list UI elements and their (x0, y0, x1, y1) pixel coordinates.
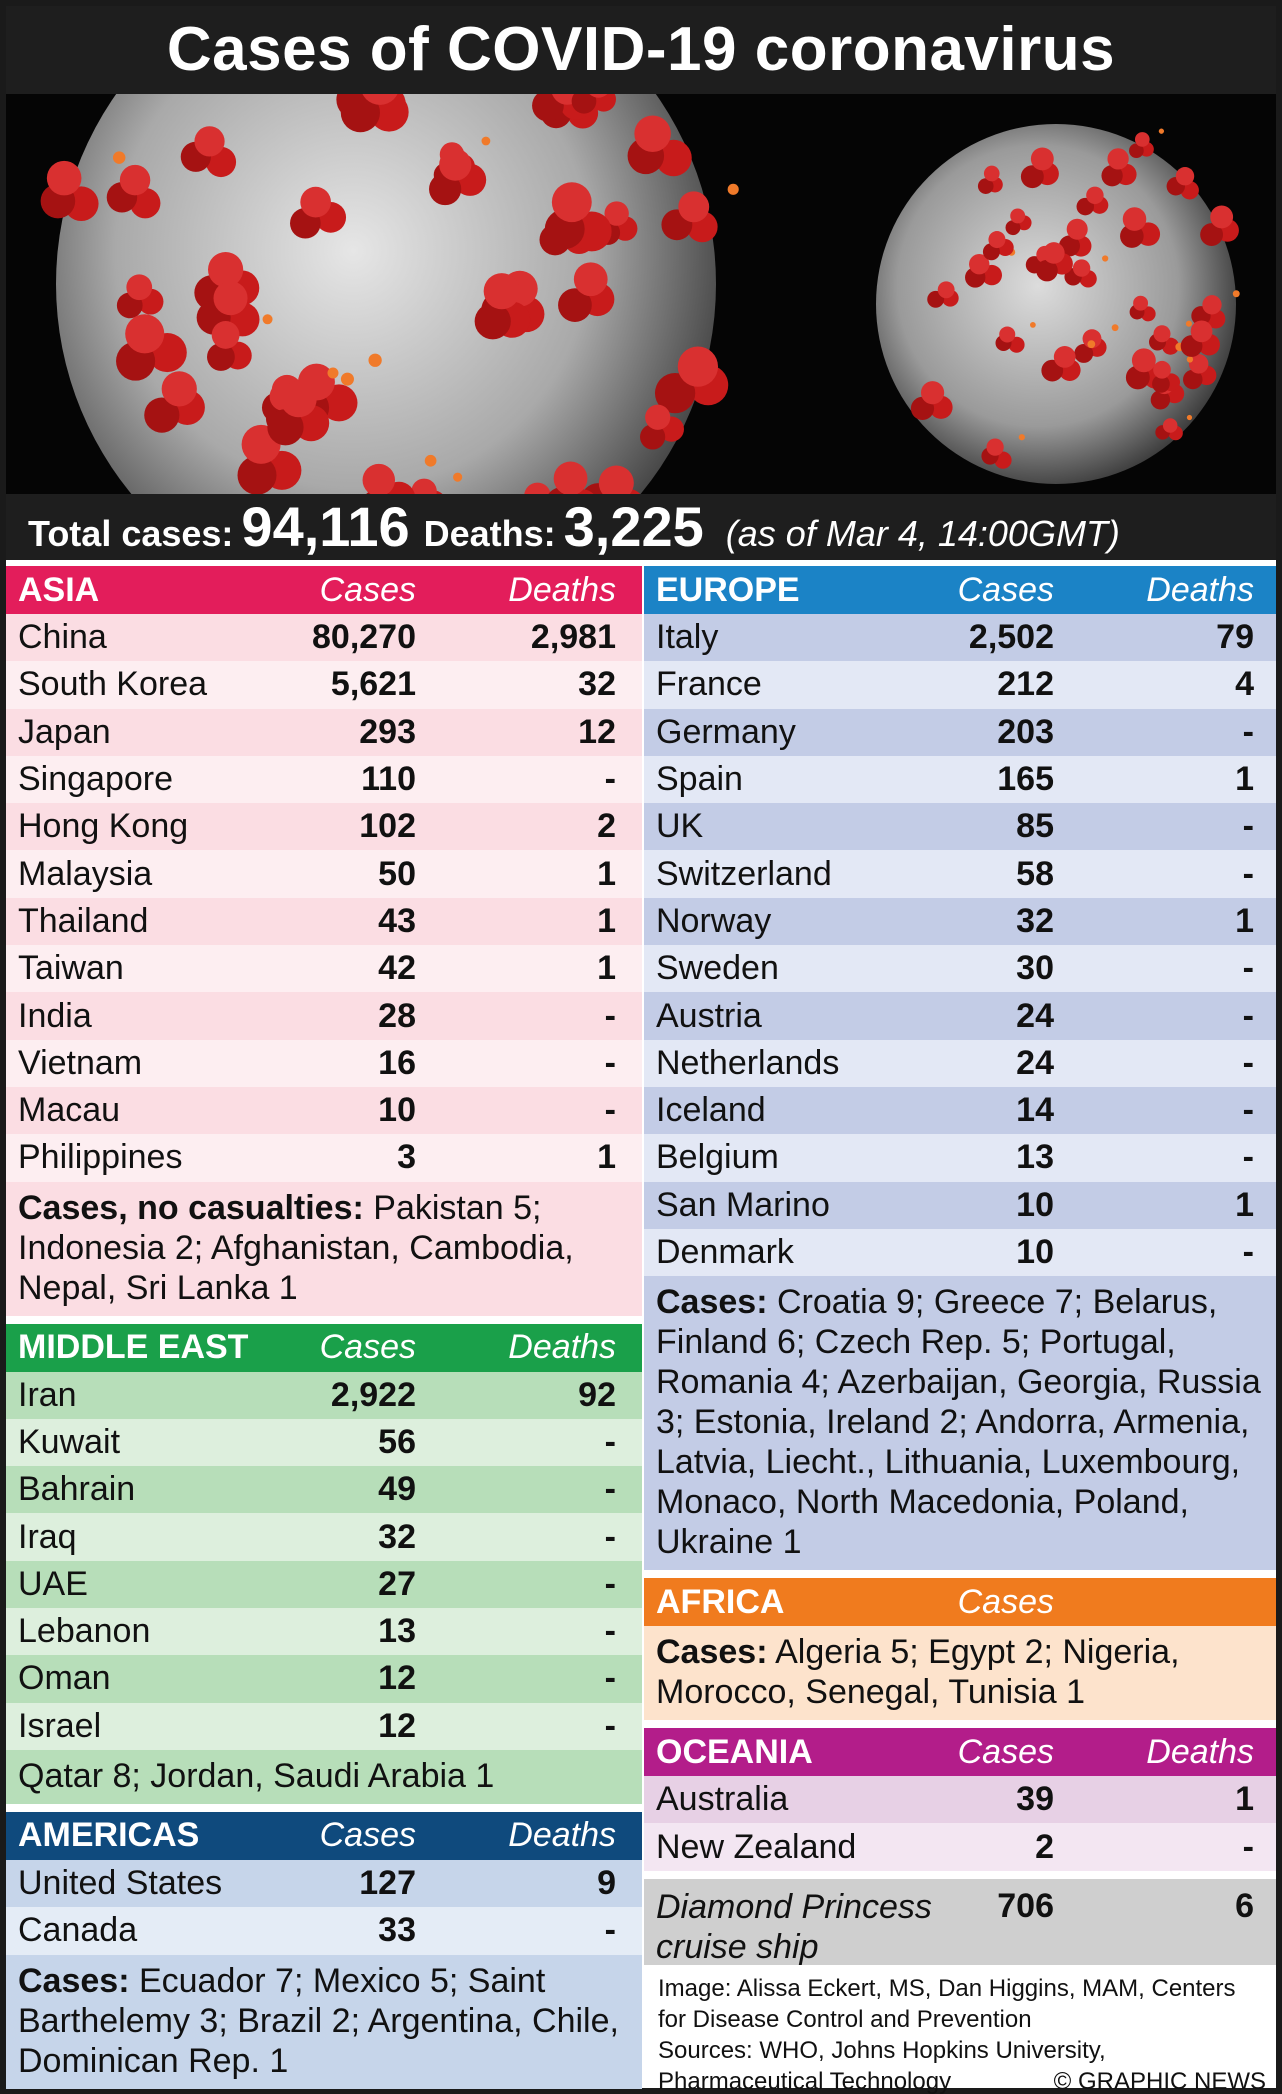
cases-value: 2,922 (330, 1375, 416, 1414)
americas-note (6, 1955, 642, 2089)
africa-section (644, 1578, 1276, 1720)
deaths-value: - (1242, 807, 1254, 846)
country-name: Australia (656, 1780, 789, 1819)
country-name: Philippines (18, 1138, 183, 1177)
ship-deaths: 6 (1235, 1886, 1254, 1925)
deaths-value: - (1242, 1043, 1254, 1082)
oceania-section (644, 1728, 1276, 1871)
country-name: Germany (656, 712, 796, 751)
ship-cases: 706 (997, 1886, 1054, 1925)
deaths-value: 1 (1235, 760, 1254, 799)
deaths-value: - (604, 1659, 616, 1698)
cases-header: Cases (957, 1582, 1054, 1621)
table-row (6, 1561, 642, 1608)
country-name: South Korea (18, 665, 208, 704)
cases-header: Cases (319, 1816, 416, 1855)
middle-east-header (6, 1324, 642, 1372)
table-row (6, 1907, 642, 1954)
table-row (6, 756, 642, 803)
country-name: Oman (18, 1659, 111, 1698)
note-text: Pakistan 5; Indonesia 2; Afghanistan, Cambodia, Nepal, Sri Lanka 1 (18, 1188, 574, 1307)
deaths-value: 92 (578, 1375, 616, 1414)
table-row (644, 1229, 1276, 1276)
cases-value: 39 (1016, 1780, 1054, 1819)
table-row (644, 945, 1276, 992)
country-name: Bahrain (18, 1470, 136, 1509)
ship-name: Diamond Princess cruise ship (656, 1887, 932, 1966)
cases-header: Cases (319, 570, 416, 609)
cases-value: 49 (378, 1470, 416, 1509)
region-name: AFRICA (656, 1582, 785, 1621)
deaths-value: - (604, 1564, 616, 1603)
middle-east-section (6, 1324, 642, 1804)
deaths-value: 2 (597, 807, 616, 846)
cases-header: Cases (957, 1732, 1054, 1771)
deaths-value: 1 (1235, 1780, 1254, 1819)
cases-header: Cases (957, 570, 1054, 609)
cases-value: 293 (359, 712, 416, 751)
cases-value: 12 (378, 1659, 416, 1698)
country-name: India (18, 996, 92, 1035)
table-row (6, 614, 642, 661)
table-row (6, 898, 642, 945)
note-label: Cases: (656, 1633, 768, 1672)
table-row (6, 945, 642, 992)
country-name: Italy (656, 618, 719, 657)
cases-value: 2,502 (968, 618, 1054, 657)
country-name: Malaysia (18, 854, 153, 893)
deaths-value: - (604, 760, 616, 799)
deaths-value: - (604, 1043, 616, 1082)
cases-value: 30 (1016, 949, 1054, 988)
virus-image (6, 94, 1276, 494)
left-column (6, 566, 642, 2094)
table-row (6, 1372, 642, 1419)
deaths-value: 9 (597, 1864, 616, 1903)
deaths-value: - (604, 1706, 616, 1745)
country-name: Belgium (656, 1138, 779, 1177)
table-row (644, 1087, 1276, 1134)
cases-value: 56 (378, 1423, 416, 1461)
cases-value: 10 (1016, 1185, 1054, 1224)
table-row (644, 614, 1276, 661)
deaths-value: - (604, 996, 616, 1035)
total-deaths-label: Deaths: (423, 513, 556, 554)
table-row (6, 1655, 642, 1702)
table-row (6, 1040, 642, 1087)
deaths-header: Deaths (1146, 570, 1254, 609)
deaths-value: - (604, 1517, 616, 1556)
deaths-header: Deaths (1146, 1732, 1254, 1771)
deaths-value: 32 (578, 665, 616, 704)
americas-header (6, 1812, 642, 1860)
country-name: Austria (656, 996, 762, 1035)
country-name: Iraq (18, 1517, 77, 1556)
total-cases-value: 94,116 (241, 495, 410, 558)
cruise-ship-row (644, 1879, 1276, 1965)
note-text: Ecuador 7; Mexico 5; Saint Barthelemy 3; Brazil 2; Argentina, Chile, Dominican Rep. 1 (18, 1961, 619, 2080)
brand-credit: © GRAPHIC NEWS (1053, 2067, 1266, 2094)
cases-value: 24 (1016, 996, 1054, 1035)
deaths-header: Deaths (508, 1328, 616, 1367)
country-name: Spain (656, 760, 743, 799)
country-name: Vietnam (18, 1043, 143, 1082)
oceania-header (644, 1728, 1276, 1776)
deaths-value: - (604, 1091, 616, 1130)
asia-note (6, 1182, 642, 1316)
americas-rows (6, 1860, 642, 1955)
table-row (6, 850, 642, 897)
cases-value: 5,621 (330, 665, 416, 704)
country-name: Iran (18, 1375, 77, 1414)
table-row (6, 1703, 642, 1750)
deaths-value: 1 (597, 854, 616, 893)
asia-rows (6, 614, 642, 1182)
cases-value: 102 (359, 807, 416, 846)
country-name: France (656, 665, 762, 704)
deaths-value: 1 (1235, 901, 1254, 940)
cases-value: 58 (1016, 854, 1054, 893)
country-name: Switzerland (656, 854, 832, 893)
table-row (644, 1182, 1276, 1229)
deaths-value: 12 (578, 712, 616, 751)
deaths-header: Deaths (508, 1816, 616, 1855)
deaths-value: - (1242, 854, 1254, 893)
as-of-date: (as of Mar 4, 14:00GMT) (725, 513, 1120, 554)
table-row (644, 1040, 1276, 1087)
sources-credit: Sources: WHO, Johns Hopkins University, Pharmaceutical Technology (658, 2036, 1106, 2094)
country-name: Netherlands (656, 1043, 840, 1082)
europe-header (644, 566, 1276, 614)
table-row (6, 1419, 642, 1466)
cases-value: 13 (378, 1612, 416, 1651)
country-name: Taiwan (18, 949, 124, 988)
totals-bar (6, 494, 1276, 560)
country-name: Macau (18, 1091, 121, 1130)
country-name: Denmark (656, 1233, 794, 1271)
cases-header: Cases (319, 1328, 416, 1367)
deaths-value: - (604, 1423, 616, 1461)
table-row (6, 1860, 642, 1907)
deaths-value: - (604, 1911, 616, 1950)
asia-header (6, 566, 642, 614)
region-name: MIDDLE EAST (18, 1328, 249, 1367)
deaths-value: - (604, 1612, 616, 1651)
americas-section (6, 1812, 642, 2089)
country-name: Norway (656, 901, 772, 940)
table-row (6, 661, 642, 708)
region-name: EUROPE (656, 570, 800, 609)
table-row (644, 803, 1276, 850)
note-text: Croatia 9; Greece 7; Belarus, Finland 6; Czech Rep. 5; Portugal, Romania 4; Azerbaijan, Georgia, Russia 3; Estonia, Ireland 2; Andorra, Armenia, Latvia, Liecht., Lithuania, Luxembourg, Monaco, North Macedonia, Poland, Ukraine 1 (656, 1283, 1261, 1562)
cases-value: 43 (378, 901, 416, 940)
country-name: Japan (18, 712, 111, 751)
country-name: UAE (18, 1564, 88, 1603)
table-row (644, 756, 1276, 803)
country-name: United States (18, 1864, 223, 1903)
cases-value: 2 (1035, 1827, 1054, 1866)
region-name: AMERICAS (18, 1816, 200, 1855)
cases-value: 42 (378, 949, 416, 988)
table-row (644, 850, 1276, 897)
cases-value: 28 (378, 996, 416, 1035)
virus-illustration (6, 94, 1276, 494)
deaths-value: - (604, 1470, 616, 1509)
table-row (644, 1776, 1276, 1823)
country-name: New Zealand (656, 1827, 857, 1866)
africa-note (644, 1626, 1276, 1720)
table-row (644, 661, 1276, 708)
deaths-value: - (1242, 1827, 1254, 1866)
deaths-value: 1 (1235, 1185, 1254, 1224)
cases-value: 12 (378, 1706, 416, 1745)
deaths-value: 2,981 (530, 618, 616, 657)
asia-section (6, 566, 642, 1316)
region-name: OCEANIA (656, 1732, 813, 1771)
cases-value: 14 (1016, 1091, 1054, 1130)
table-row (6, 803, 642, 850)
note-label: Cases: (18, 1961, 130, 2000)
africa-header (644, 1578, 1276, 1626)
table-row (6, 709, 642, 756)
middle-east-note (6, 1750, 642, 1804)
table-row (6, 1134, 642, 1181)
country-name: Singapore (18, 760, 174, 799)
cases-value: 16 (378, 1043, 416, 1082)
deaths-value: - (1242, 949, 1254, 988)
table-row (6, 1513, 642, 1560)
table-row (644, 992, 1276, 1039)
cases-value: 203 (997, 712, 1054, 751)
europe-section (644, 566, 1276, 1570)
note-label: Cases: (656, 1283, 768, 1322)
deaths-value: 1 (597, 949, 616, 988)
deaths-value: 1 (597, 901, 616, 940)
cases-value: 32 (1016, 901, 1054, 940)
cases-value: 13 (1016, 1138, 1054, 1177)
cases-value: 110 (361, 760, 416, 799)
note-text: Qatar 8; Jordan, Saudi Arabia 1 (18, 1756, 495, 1795)
middle-east-rows (6, 1372, 642, 1750)
country-name: China (18, 618, 107, 657)
deaths-value: 1 (597, 1138, 616, 1177)
deaths-value: - (1242, 1138, 1254, 1177)
table-row (6, 992, 642, 1039)
deaths-header: Deaths (508, 570, 616, 609)
deaths-value: - (1242, 712, 1254, 751)
credits (644, 1965, 1276, 2094)
table-row (644, 898, 1276, 945)
cases-value: 27 (378, 1564, 416, 1603)
cases-value: 127 (359, 1864, 416, 1903)
cases-value: 165 (997, 760, 1054, 799)
country-name: Hong Kong (18, 807, 189, 846)
country-name: UK (656, 807, 704, 846)
deaths-value: 79 (1216, 618, 1254, 657)
cases-value: 3 (397, 1138, 416, 1177)
cases-value: 212 (997, 665, 1054, 704)
deaths-value: - (1242, 996, 1254, 1035)
deaths-value: - (1242, 1233, 1254, 1271)
country-name: Kuwait (18, 1423, 121, 1461)
total-deaths-value: 3,225 (563, 495, 704, 558)
table-row (6, 1608, 642, 1655)
country-name: Lebanon (18, 1612, 151, 1651)
country-name: Sweden (656, 949, 779, 988)
country-name: Israel (18, 1706, 102, 1745)
cases-value: 50 (378, 854, 416, 893)
region-name: ASIA (18, 570, 100, 609)
cases-value: 24 (1016, 1043, 1054, 1082)
table-row (644, 1823, 1276, 1870)
page-title: Cases of COVID-19 coronavirus (6, 6, 1276, 94)
note-text: Algeria 5; Egypt 2; Nigeria, Morocco, Senegal, Tunisia 1 (656, 1633, 1180, 1712)
cases-value: 10 (1016, 1233, 1054, 1271)
total-cases-label: Total cases: (28, 513, 234, 554)
cases-value: 32 (378, 1517, 416, 1556)
note-label: Cases, no casualties: (18, 1188, 364, 1227)
image-credit: Image: Alissa Eckert, MS, Dan Higgins, MAM, Centers for Disease Control and Prevention (658, 1974, 1236, 2033)
table-row (6, 1466, 642, 1513)
deaths-value: 4 (1235, 665, 1254, 704)
deaths-value: - (1242, 1091, 1254, 1130)
cases-value: 80,270 (312, 618, 416, 657)
country-name: Canada (18, 1911, 138, 1950)
cases-value: 10 (378, 1091, 416, 1130)
table-row (6, 1087, 642, 1134)
table-row (644, 709, 1276, 756)
country-name: Thailand (18, 901, 149, 940)
europe-note (644, 1276, 1276, 1570)
oceania-rows (644, 1776, 1276, 1871)
country-name: Iceland (656, 1091, 766, 1130)
right-column (644, 566, 1276, 2094)
country-name: San Marino (656, 1185, 830, 1224)
table-row (644, 1134, 1276, 1181)
europe-rows (644, 614, 1276, 1276)
cases-value: 85 (1016, 807, 1054, 846)
cases-value: 33 (378, 1911, 416, 1950)
